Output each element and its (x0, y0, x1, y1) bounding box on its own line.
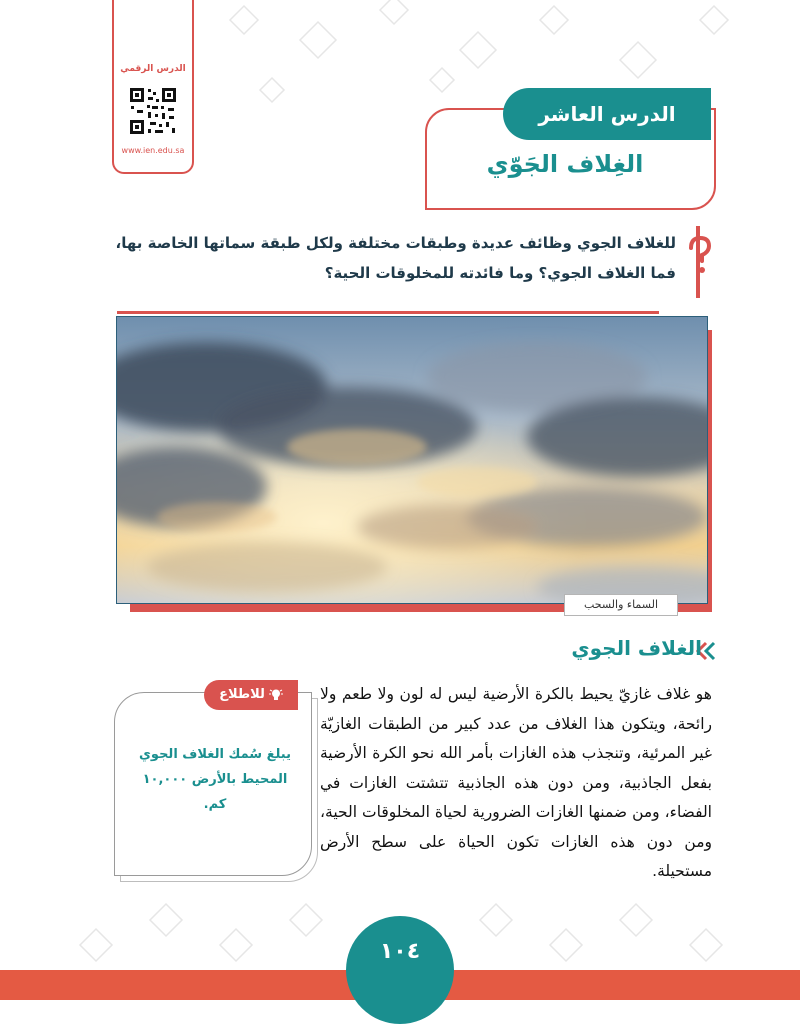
lightbulb-icon (269, 688, 283, 702)
body-paragraph: هو غلاف غازيّ يحيط بالكرة الأرضية ليس له لون ولا طعم ولا رائحة، ويتكون هذا الغلاف من عدد كبير من الطبقات الغازيّة غير المرئية، وتنجذب هذه الغازات بأمر الله نحو الكرة الأرضية بفعل الجاذبية، ومن دون هذه الجاذبية تتشتت الغازات في الفضاء، ومن ضمنها الغازات الضرورية لحياة المخلوقات الحية، ومن دون هذه الغازات تكون الحياة على سطح الأرض مستحيلة. (320, 685, 712, 880)
intro-line-2: فما الغلاف الجوي؟ وما فائدته للمخلوقات الحية؟ (324, 264, 676, 282)
section-heading: الغلاف الجوي (571, 636, 702, 660)
question-mark-icon (683, 226, 713, 298)
sky-clouds-photo (116, 316, 708, 604)
lesson-number-tab: الدرس العاشر (503, 88, 711, 140)
intro-question (98, 228, 676, 288)
digital-lesson-card[interactable] (112, 0, 194, 174)
intro-line-1: للغلاف الجوي وظائف عديدة وطبقات مختلفة ولكل طبقة سماتها الخاصة بها، (115, 234, 676, 252)
page-number-badge (346, 916, 454, 1024)
photo-caption: السماء والسحب (564, 594, 678, 616)
sky-clouds-image (117, 317, 707, 603)
intro-divider (117, 311, 659, 314)
qr-code-icon[interactable] (128, 86, 178, 136)
info-text: يبلغ سُمك الغلاف الجوي المحيط بالأرض ١٠,٠٠٠ كم. (139, 747, 291, 812)
website-url[interactable]: www.ien.edu.sa (121, 146, 185, 155)
info-tab-label: للاطلاع (219, 687, 265, 702)
page-number: ١٠٤ (379, 939, 421, 964)
digital-lesson-label: الدرس الرقمي (120, 64, 186, 74)
lesson-title: الغِلاف الجَوّي (486, 150, 644, 178)
info-tab (204, 680, 298, 710)
